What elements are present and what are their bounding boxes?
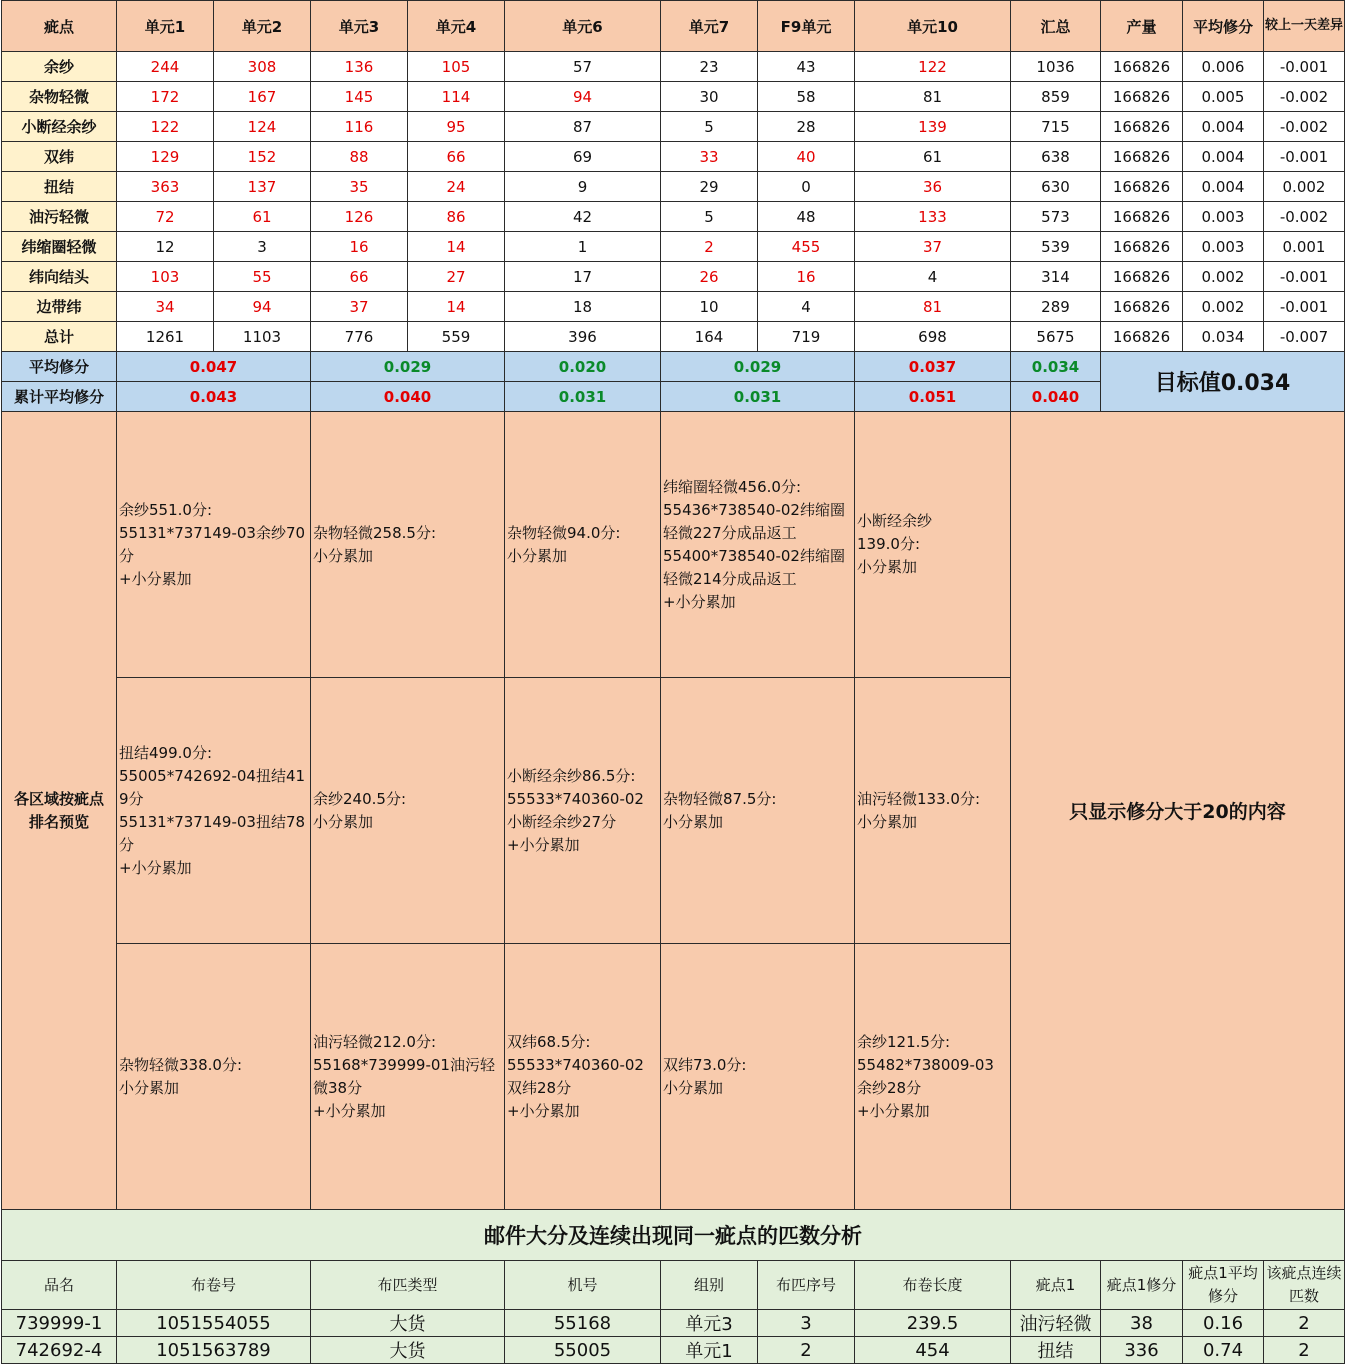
output-cell[interactable]: 166826 xyxy=(1101,142,1183,172)
header-cell[interactable]: 单元1 xyxy=(117,1,214,52)
output-cell[interactable]: 166826 xyxy=(1101,172,1183,202)
data-cell[interactable]: 94 xyxy=(214,292,311,322)
defect-row xyxy=(2,292,1345,322)
diff-cell[interactable]: -0.001 xyxy=(1264,52,1345,82)
mail-cell[interactable]: 油污轻微 xyxy=(1011,1310,1101,1337)
mail-cell[interactable]: 0.16 xyxy=(1183,1310,1264,1337)
row-label[interactable]: 扭结 xyxy=(2,172,117,202)
cumulative-avg-value[interactable]: 0.031 xyxy=(505,382,661,412)
preview-note[interactable]: 双纬73.0分: 小分累加 xyxy=(661,944,855,1210)
data-cell[interactable]: 14 xyxy=(408,232,505,262)
diff-cell[interactable]: 0.001 xyxy=(1264,232,1345,262)
avg-score-row xyxy=(2,352,1345,382)
data-cell[interactable]: 29 xyxy=(661,172,758,202)
preview-note[interactable]: 余纱240.5分: 小分累加 xyxy=(311,678,505,944)
data-cell[interactable]: 133 xyxy=(855,202,1011,232)
data-cell[interactable]: 37 xyxy=(311,292,408,322)
defect-row xyxy=(2,82,1345,112)
mail-header-cell[interactable]: 布匹序号 xyxy=(758,1261,855,1310)
total-cell[interactable]: 314 xyxy=(1011,262,1101,292)
mail-header-row xyxy=(2,1261,1345,1310)
avg-score-value[interactable]: 0.029 xyxy=(311,352,505,382)
output-cell[interactable]: 166826 xyxy=(1101,232,1183,262)
output-cell[interactable]: 166826 xyxy=(1101,292,1183,322)
mail-header-cell[interactable]: 疵点1平均修分 xyxy=(1183,1261,1264,1310)
data-cell[interactable]: 719 xyxy=(758,322,855,352)
mail-row xyxy=(2,1337,1345,1364)
data-cell[interactable]: 139 xyxy=(855,112,1011,142)
data-cell[interactable]: 24 xyxy=(408,172,505,202)
avg-score-cell[interactable]: 0.034 xyxy=(1183,322,1264,352)
row-label[interactable]: 双纬 xyxy=(2,142,117,172)
data-cell[interactable]: 94 xyxy=(505,82,661,112)
data-cell[interactable]: 4 xyxy=(855,262,1011,292)
mail-cell[interactable]: 单元3 xyxy=(661,1310,758,1337)
avg-score-cell[interactable]: 0.004 xyxy=(1183,112,1264,142)
data-cell[interactable]: 69 xyxy=(505,142,661,172)
data-cell[interactable]: 12 xyxy=(117,232,214,262)
defect-row xyxy=(2,142,1345,172)
total-cell[interactable]: 638 xyxy=(1011,142,1101,172)
mail-header-cell[interactable]: 布匹类型 xyxy=(311,1261,505,1310)
data-cell[interactable]: 145 xyxy=(311,82,408,112)
preview-note[interactable]: 余纱551.0分: 55131*737149-03余纱70分 +小分累加 xyxy=(117,412,311,678)
mail-cell[interactable]: 2 xyxy=(758,1337,855,1364)
data-cell[interactable]: 57 xyxy=(505,52,661,82)
mail-cell[interactable]: 大货 xyxy=(311,1337,505,1364)
avg-score-cell[interactable]: 0.002 xyxy=(1183,292,1264,322)
output-cell[interactable]: 166826 xyxy=(1101,82,1183,112)
defect-rows xyxy=(2,52,1345,322)
header-cell[interactable]: F9单元 xyxy=(758,1,855,52)
data-cell[interactable]: 43 xyxy=(758,52,855,82)
cumulative-avg-value[interactable]: 0.043 xyxy=(117,382,311,412)
data-cell[interactable]: 172 xyxy=(117,82,214,112)
header-cell[interactable]: 平均修分 xyxy=(1183,1,1264,52)
row-label[interactable]: 平均修分 xyxy=(2,352,117,382)
mail-header-cell[interactable]: 该疵点连续匹数 xyxy=(1264,1261,1345,1310)
mail-header-cell[interactable]: 机号 xyxy=(505,1261,661,1310)
preview-note[interactable]: 油污轻微212.0分: 55168*739999-01油污轻微38分 +小分累加 xyxy=(311,944,505,1210)
data-cell[interactable]: 455 xyxy=(758,232,855,262)
data-cell[interactable]: 1103 xyxy=(214,322,311,352)
data-cell[interactable]: 34 xyxy=(117,292,214,322)
data-cell[interactable]: 66 xyxy=(408,142,505,172)
diff-cell[interactable]: -0.007 xyxy=(1264,322,1345,352)
defect-row xyxy=(2,172,1345,202)
mail-row xyxy=(2,1310,1345,1337)
row-label[interactable]: 纬向结头 xyxy=(2,262,117,292)
row-label[interactable]: 边带纬 xyxy=(2,292,117,322)
preview-note[interactable]: 小断经余纱86.5分: 55533*740360-02小断经余纱27分 +小分累加 xyxy=(505,678,661,944)
row-label[interactable]: 杂物轻微 xyxy=(2,82,117,112)
data-cell[interactable]: 30 xyxy=(661,82,758,112)
preview-note[interactable]: 双纬68.5分: 55533*740360-02双纬28分 +小分累加 xyxy=(505,944,661,1210)
data-cell[interactable]: 363 xyxy=(117,172,214,202)
data-cell[interactable]: 33 xyxy=(661,142,758,172)
avg-score-cell[interactable]: 0.004 xyxy=(1183,142,1264,172)
avg-score-cell[interactable]: 0.003 xyxy=(1183,232,1264,262)
mail-header-cell[interactable]: 组别 xyxy=(661,1261,758,1310)
data-cell[interactable]: 2 xyxy=(661,232,758,262)
target-value[interactable]: 目标值0.034 xyxy=(1101,352,1345,412)
data-cell[interactable]: 16 xyxy=(311,232,408,262)
defect-row xyxy=(2,52,1345,82)
data-cell[interactable]: 36 xyxy=(855,172,1011,202)
data-cell[interactable]: 86 xyxy=(408,202,505,232)
header-cell[interactable]: 单元7 xyxy=(661,1,758,52)
mail-cell[interactable]: 3 xyxy=(758,1310,855,1337)
header-cell[interactable]: 单元3 xyxy=(311,1,408,52)
preview-note[interactable]: 杂物轻微87.5分: 小分累加 xyxy=(661,678,855,944)
mail-cell[interactable]: 55005 xyxy=(505,1337,661,1364)
data-cell[interactable]: 308 xyxy=(214,52,311,82)
data-cell[interactable]: 4 xyxy=(758,292,855,322)
row-label[interactable]: 累计平均修分 xyxy=(2,382,117,412)
total-cell[interactable]: 715 xyxy=(1011,112,1101,142)
defect-row xyxy=(2,232,1345,262)
header-cell[interactable]: 单元6 xyxy=(505,1,661,52)
data-cell[interactable]: 16 xyxy=(758,262,855,292)
total-row xyxy=(2,322,1345,352)
mail-header-cell[interactable]: 布卷号 xyxy=(117,1261,311,1310)
data-cell[interactable]: 122 xyxy=(855,52,1011,82)
total-cell[interactable]: 289 xyxy=(1011,292,1101,322)
header-cell[interactable]: 汇总 xyxy=(1011,1,1101,52)
avg-score-value[interactable]: 0.029 xyxy=(661,352,855,382)
defect-row xyxy=(2,262,1345,292)
avg-score-cell[interactable]: 0.005 xyxy=(1183,82,1264,112)
mail-cell[interactable]: 单元1 xyxy=(661,1337,758,1364)
data-cell[interactable]: 66 xyxy=(311,262,408,292)
mail-cell[interactable]: 739999-1 xyxy=(2,1310,117,1337)
data-cell[interactable]: 396 xyxy=(505,322,661,352)
total-cell[interactable]: 5675 xyxy=(1011,322,1101,352)
data-cell[interactable]: 14 xyxy=(408,292,505,322)
data-cell[interactable]: 81 xyxy=(855,292,1011,322)
data-cell[interactable]: 18 xyxy=(505,292,661,322)
mail-cell[interactable]: 55168 xyxy=(505,1310,661,1337)
total-cell[interactable]: 539 xyxy=(1011,232,1101,262)
preview-row xyxy=(2,412,1345,678)
data-cell[interactable]: 23 xyxy=(661,52,758,82)
data-cell[interactable]: 122 xyxy=(117,112,214,142)
preview-note[interactable]: 杂物轻微94.0分: 小分累加 xyxy=(505,412,661,678)
mail-header-cell[interactable]: 品名 xyxy=(2,1261,117,1310)
diff-cell[interactable]: -0.001 xyxy=(1264,262,1345,292)
data-cell[interactable]: 42 xyxy=(505,202,661,232)
diff-cell[interactable]: -0.002 xyxy=(1264,82,1345,112)
data-cell[interactable]: 17 xyxy=(505,262,661,292)
data-cell[interactable]: 114 xyxy=(408,82,505,112)
data-cell[interactable]: 136 xyxy=(311,52,408,82)
output-cell[interactable]: 166826 xyxy=(1101,322,1183,352)
data-cell[interactable]: 124 xyxy=(214,112,311,142)
preview-note[interactable]: 杂物轻微258.5分: 小分累加 xyxy=(311,412,505,678)
defect-report-sheet xyxy=(1,0,1345,1364)
data-cell[interactable]: 776 xyxy=(311,322,408,352)
data-cell[interactable]: 129 xyxy=(117,142,214,172)
data-cell[interactable]: 103 xyxy=(117,262,214,292)
data-cell[interactable]: 1 xyxy=(505,232,661,262)
data-cell[interactable]: 40 xyxy=(758,142,855,172)
data-cell[interactable]: 0 xyxy=(758,172,855,202)
data-cell[interactable]: 5 xyxy=(661,202,758,232)
mail-header-cell[interactable]: 疵点1 xyxy=(1011,1261,1101,1310)
avg-score-cell[interactable]: 0.003 xyxy=(1183,202,1264,232)
ranking-preview xyxy=(2,412,1345,1210)
data-cell[interactable]: 167 xyxy=(214,82,311,112)
data-cell[interactable]: 10 xyxy=(661,292,758,322)
cumulative-avg-value[interactable]: 0.031 xyxy=(661,382,855,412)
avg-score-cell[interactable]: 0.004 xyxy=(1183,172,1264,202)
diff-cell[interactable]: -0.002 xyxy=(1264,112,1345,142)
data-cell[interactable]: 105 xyxy=(408,52,505,82)
header-cell[interactable]: 单元4 xyxy=(408,1,505,52)
mail-cell[interactable]: 大货 xyxy=(311,1310,505,1337)
data-cell[interactable]: 88 xyxy=(311,142,408,172)
mail-analysis-section xyxy=(2,1210,1345,1364)
row-label[interactable]: 纬缩圈轻微 xyxy=(2,232,117,262)
data-cell[interactable]: 61 xyxy=(214,202,311,232)
preview-side-note[interactable]: 只显示修分大于20的内容 xyxy=(1011,412,1345,1210)
data-cell[interactable]: 72 xyxy=(117,202,214,232)
avg-score-value[interactable]: 0.047 xyxy=(117,352,311,382)
data-cell[interactable]: 37 xyxy=(855,232,1011,262)
defect-row xyxy=(2,112,1345,142)
data-cell[interactable]: 26 xyxy=(661,262,758,292)
total-cell[interactable]: 630 xyxy=(1011,172,1101,202)
header-cell[interactable]: 单元2 xyxy=(214,1,311,52)
data-cell[interactable]: 35 xyxy=(311,172,408,202)
data-cell[interactable]: 137 xyxy=(214,172,311,202)
data-cell[interactable]: 559 xyxy=(408,322,505,352)
mail-cell[interactable]: 1051554055 xyxy=(117,1310,311,1337)
mail-cell[interactable]: 2 xyxy=(1264,1310,1345,1337)
mail-header-cell[interactable]: 布卷长度 xyxy=(855,1261,1011,1310)
data-cell[interactable]: 58 xyxy=(758,82,855,112)
data-cell[interactable]: 81 xyxy=(855,82,1011,112)
avg-score-cell[interactable]: 0.006 xyxy=(1183,52,1264,82)
output-cell[interactable]: 166826 xyxy=(1101,52,1183,82)
data-cell[interactable]: 1261 xyxy=(117,322,214,352)
mail-cell[interactable]: 2 xyxy=(1264,1337,1345,1364)
data-cell[interactable]: 87 xyxy=(505,112,661,142)
mail-cell[interactable]: 239.5 xyxy=(855,1310,1011,1337)
mail-cell[interactable]: 0.74 xyxy=(1183,1337,1264,1364)
preview-note[interactable]: 小断经余纱 139.0分: 小分累加 xyxy=(855,412,1011,678)
avg-score-value[interactable]: 0.034 xyxy=(1011,352,1101,382)
mail-cell[interactable]: 742692-4 xyxy=(2,1337,117,1364)
data-cell[interactable]: 55 xyxy=(214,262,311,292)
mail-cell[interactable]: 扭结 xyxy=(1011,1337,1101,1364)
row-label[interactable]: 余纱 xyxy=(2,52,117,82)
preview-note[interactable]: 扭结499.0分: 55005*742692-04扭结419分 55131*737149-03扭结78分 +小分累加 xyxy=(117,678,311,944)
output-cell[interactable]: 166826 xyxy=(1101,112,1183,142)
mail-cell[interactable]: 454 xyxy=(855,1337,1011,1364)
header-row xyxy=(2,1,1345,52)
data-cell[interactable]: 61 xyxy=(855,142,1011,172)
diff-cell[interactable]: 0.002 xyxy=(1264,172,1345,202)
data-cell[interactable]: 152 xyxy=(214,142,311,172)
header-cell[interactable]: 产量 xyxy=(1101,1,1183,52)
data-cell[interactable]: 3 xyxy=(214,232,311,262)
cumulative-avg-value[interactable]: 0.040 xyxy=(1011,382,1101,412)
mail-title-row xyxy=(2,1210,1345,1261)
avg-score-value[interactable]: 0.037 xyxy=(855,352,1011,382)
output-cell[interactable]: 166826 xyxy=(1101,202,1183,232)
mail-cell[interactable]: 336 xyxy=(1101,1337,1183,1364)
data-cell[interactable]: 28 xyxy=(758,112,855,142)
data-cell[interactable]: 5 xyxy=(661,112,758,142)
preview-note[interactable]: 余纱121.5分: 55482*738009-03余纱28分 +小分累加 xyxy=(855,944,1011,1210)
data-cell[interactable]: 164 xyxy=(661,322,758,352)
preview-note[interactable]: 杂物轻微338.0分: 小分累加 xyxy=(117,944,311,1210)
preview-note[interactable]: 纬缩圈轻微456.0分: 55436*738540-02纬缩圈轻微227分成品返工 55400*738540-02纬缩圈轻微214分成品返工 +小分累加 xyxy=(661,412,855,678)
data-cell[interactable]: 95 xyxy=(408,112,505,142)
header-cell[interactable]: 疵点 xyxy=(2,1,117,52)
avg-score-value[interactable]: 0.020 xyxy=(505,352,661,382)
defect-row xyxy=(2,202,1345,232)
preview-note[interactable]: 油污轻微133.0分: 小分累加 xyxy=(855,678,1011,944)
data-cell[interactable]: 116 xyxy=(311,112,408,142)
row-label[interactable]: 总计 xyxy=(2,322,117,352)
row-label[interactable]: 小断经余纱 xyxy=(2,112,117,142)
mail-title[interactable]: 邮件大分及连续出现同一疵点的匹数分析 xyxy=(2,1210,1345,1261)
mail-cell[interactable]: 1051563789 xyxy=(117,1337,311,1364)
row-label[interactable]: 油污轻微 xyxy=(2,202,117,232)
cumulative-avg-value[interactable]: 0.040 xyxy=(311,382,505,412)
total-cell[interactable]: 1036 xyxy=(1011,52,1101,82)
data-cell[interactable]: 244 xyxy=(117,52,214,82)
data-cell[interactable]: 698 xyxy=(855,322,1011,352)
header-cell[interactable]: 单元10 xyxy=(855,1,1011,52)
data-cell[interactable]: 48 xyxy=(758,202,855,232)
mail-header-cell[interactable]: 疵点1修分 xyxy=(1101,1261,1183,1310)
data-cell[interactable]: 27 xyxy=(408,262,505,292)
total-cell[interactable]: 859 xyxy=(1011,82,1101,112)
header-cell[interactable]: 较上一天差异 xyxy=(1264,1,1345,52)
output-cell[interactable]: 166826 xyxy=(1101,262,1183,292)
diff-cell[interactable]: -0.001 xyxy=(1264,142,1345,172)
data-cell[interactable]: 9 xyxy=(505,172,661,202)
diff-cell[interactable]: -0.002 xyxy=(1264,202,1345,232)
data-cell[interactable]: 126 xyxy=(311,202,408,232)
diff-cell[interactable]: -0.001 xyxy=(1264,292,1345,322)
total-cell[interactable]: 573 xyxy=(1011,202,1101,232)
cumulative-avg-value[interactable]: 0.051 xyxy=(855,382,1011,412)
mail-cell[interactable]: 38 xyxy=(1101,1310,1183,1337)
preview-label[interactable]: 各区域按疵点 排名预览 xyxy=(2,412,117,1210)
avg-score-cell[interactable]: 0.002 xyxy=(1183,262,1264,292)
